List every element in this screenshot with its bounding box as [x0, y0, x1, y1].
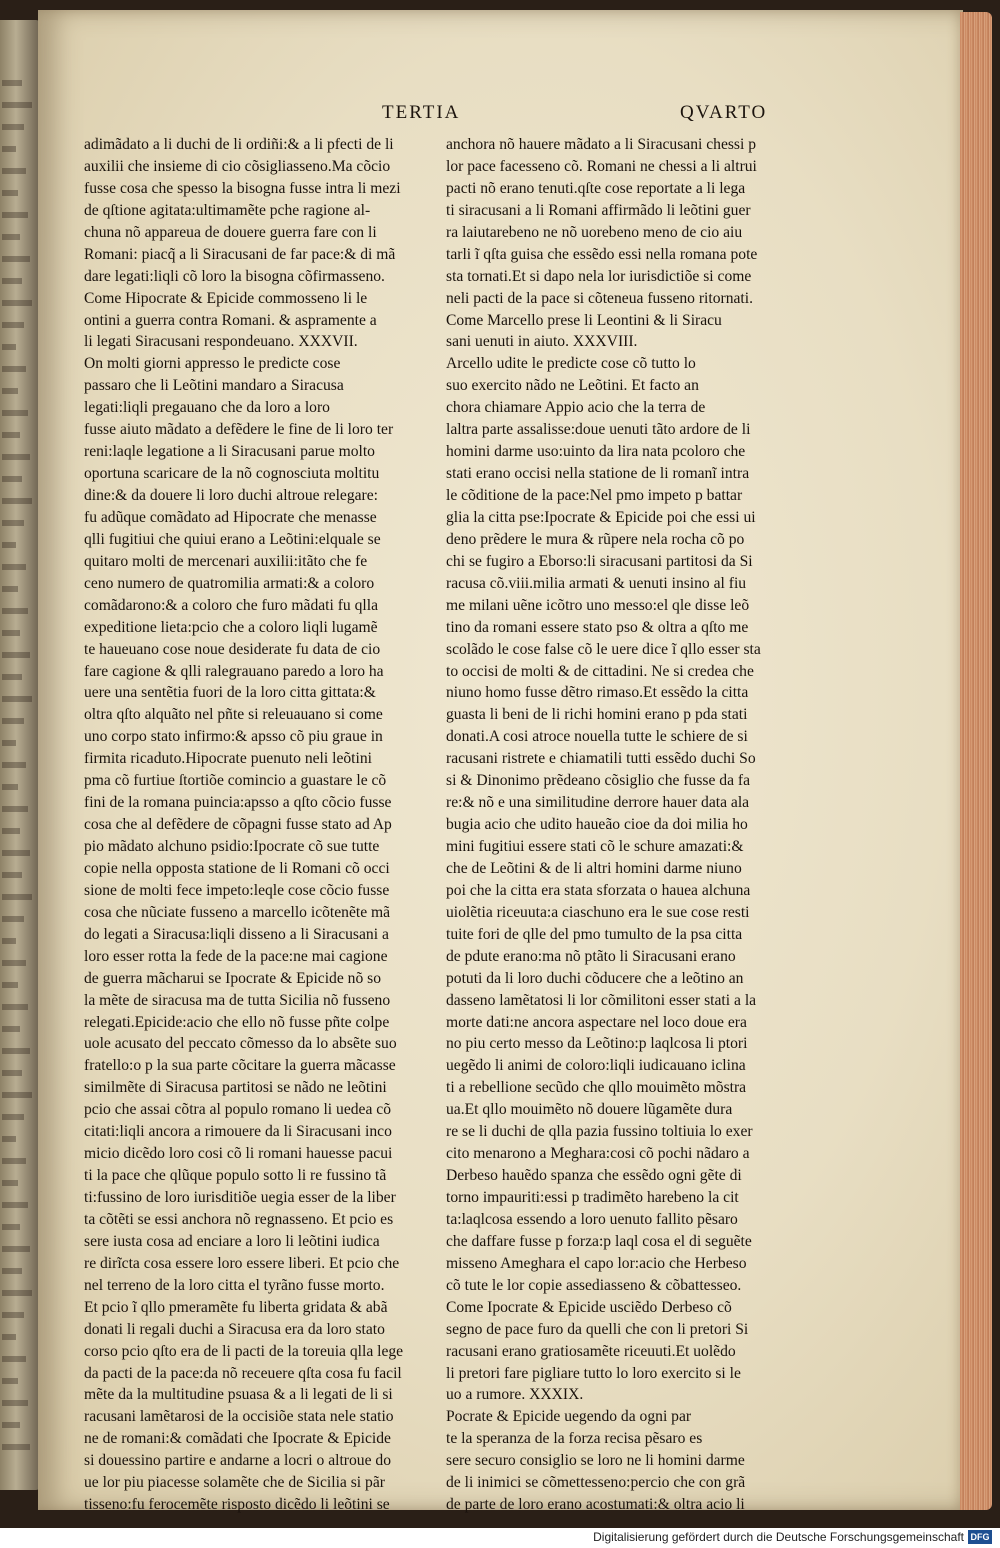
text-line: tuite fori de qlle del pmo tumulto de la psa citta — [446, 925, 743, 943]
ghost-text-line — [2, 124, 24, 130]
text-line: copie nella opposta statione de li Romani cõ occi — [84, 859, 390, 877]
ghost-text-line — [2, 1202, 28, 1208]
text-line: corso pcio qſto era de li pacti de la toreuia qlla lege — [84, 1342, 404, 1360]
text-line: donati.A cosi atroce nouella tutte le schiere de si — [446, 728, 748, 746]
ghost-text-line — [2, 256, 30, 262]
text-line: Come Ipocrate & Epicide usciẽdo Derbeso cõ — [446, 1298, 732, 1316]
text-line: segno de pace furo da quelli che con li pretori Si — [446, 1320, 749, 1338]
ghost-text-line — [2, 520, 24, 526]
text-line: do legati a Siracusa:liqli disseno a li Siracusani a — [84, 925, 389, 943]
text-line: te la speranza de la forza recisa pẽsaro es — [446, 1430, 703, 1448]
ghost-text-line — [2, 1070, 22, 1076]
text-line: comãdarono:& a coloro che furo mãdati fu qlla — [84, 596, 379, 614]
text-line: uere una sentẽtia fuori de la loro citta gittata:& — [84, 684, 376, 702]
text-line: Arcello udite le predicte cose cõ tutto lo — [446, 355, 696, 373]
dfg-logo: DFG — [968, 1530, 992, 1544]
text-line: le cõditione de la pace:Nel pmo impeto p battar — [446, 487, 743, 504]
text-line: Romani: piacq̃ a li Siracusani de far pace:& di mã — [84, 245, 396, 263]
text-line: relegati.Epicide:acio che ello nõ fusse pñte colpe — [84, 1013, 390, 1031]
text-line: uiolẽtia riceuuta:a ciaschuno era le sue cose resti — [446, 903, 750, 921]
ghost-text-line — [2, 542, 16, 548]
ghost-text-line — [2, 80, 22, 86]
funding-credit: Digitalisierung gefördert durch die Deutsche Forschungsgemeinschaft — [593, 1530, 964, 1544]
text-line: pma cõ furtiue ſtortiõe comincio a guastare le cõ — [84, 772, 387, 790]
ghost-text-line — [2, 1224, 20, 1230]
text-line: racusa cõ.viii.milia armati & uenuti insino al fiu — [446, 574, 747, 592]
ghost-text-line — [2, 982, 18, 988]
text-line: racusani ristrete e chiamatili tutti essẽdo duchi So — [446, 750, 756, 768]
text-line: racusani lamẽtarosi de la occisiõe stata nele statio — [84, 1408, 394, 1426]
text-line: legati:liqli pregauano che da loro a loro — [84, 399, 330, 417]
text-line: Et pcio ĩ qllo pmeramẽte fu liberta gridata & abã — [84, 1298, 388, 1316]
ghost-text-line — [2, 234, 20, 240]
text-line: de li inimici se cõmettesseno:percio che con grã — [446, 1474, 746, 1492]
text-line: adimãdato a li duchi de li ordiñi:& a li pfecti de li — [84, 136, 394, 153]
right-text-column — [446, 134, 794, 1516]
text-line: ti siracusani a li Romani affirmãdo li leõtini guer — [446, 201, 751, 219]
text-line: morte dati:ne ancora aspectare nel loco doue era — [446, 1013, 747, 1031]
previous-page-edge — [0, 20, 40, 1490]
text-line: tarli ĩ qſta guisa che essẽdo essi nella romana pote — [446, 245, 758, 263]
text-line: loro esser rotta la fede de la pace:ne mai cagione — [84, 947, 388, 965]
text-line: de pdute erano:ma nõ ptãto li Siracusani erano — [446, 947, 736, 965]
text-line: pacti nõ erano tenuti.qſte cose reportate a li lega — [446, 179, 746, 197]
ghost-text-line — [2, 762, 26, 768]
text-line: firmita ricaduto.Hipocrate puenuto neli leõtini — [84, 750, 372, 768]
text-line: ue lor piu piacesse solamẽte che de Sicilia si pãr — [84, 1474, 385, 1492]
ghost-text-line — [2, 608, 28, 614]
text-line: Come Hipocrate & Epicide commosseno li le — [84, 289, 368, 307]
text-line: ta:laqlcosa essendo a loro uenuto fallito pẽsaro — [446, 1210, 738, 1228]
text-line: sta tornati.Et si dapo nela lor iurisdictiõe si come — [446, 267, 752, 285]
ghost-text-line — [2, 168, 26, 174]
text-line: ua.Et qllo mouimẽto nõ douere lũgamẽte dura — [446, 1101, 733, 1119]
text-line: ti:fussino de loro iurisditiõe uegia esser de la liber — [84, 1189, 396, 1206]
text-line: chi se fugiro a Eborso:li siracusani partitosi da Si — [446, 552, 753, 570]
ghost-text-line — [2, 828, 20, 834]
ghost-text-line — [2, 388, 18, 394]
text-line: Come Marcello prese li Leontini & li Siracu — [446, 311, 722, 329]
text-line: ceno numero de quatromilia armati:& a coloro — [84, 574, 375, 592]
ghost-text-line — [2, 586, 18, 592]
ghost-text-line — [2, 1400, 28, 1406]
text-line: me milani uẽne icõtro uno messo:el qle disse leõ — [446, 596, 750, 614]
ghost-text-line — [2, 300, 32, 306]
text-line: oltra qſto alquãto nel pñte si releuauano si come — [84, 706, 383, 724]
ghost-text-line — [2, 102, 32, 108]
text-line: racusani erano gratiosamẽte riceuuti.Et uolẽdo — [446, 1342, 736, 1360]
page-fore-edge — [960, 12, 992, 1510]
text-line: ta cõtẽti se essi anchora nõ regnasseno. Et pcio es — [84, 1210, 394, 1228]
ghost-text-line — [2, 1026, 20, 1032]
text-line: uo a rumore. XXXIX. — [446, 1386, 584, 1404]
text-line: sani uenuti in aiuto. XXXVIII. — [446, 333, 638, 351]
text-line: ra laiutarebeno ne nõ uorebeno meno de cio aiu — [446, 223, 743, 241]
ghost-text-line — [2, 1378, 18, 1384]
text-line: micio dicẽdo loro cosi cõ li romani hauesse pacui — [84, 1145, 393, 1163]
text-line: stati erano occisi nella statione de li romanĩ intra — [446, 465, 750, 483]
ghost-text-line — [2, 630, 20, 636]
text-line: quitaro molti de mercenari auxilii:itãto che fe — [84, 552, 368, 570]
text-line: cosa che al defẽdere de cõpagni fusse stato ad Ap — [84, 816, 392, 834]
text-line: neli pacti de la pace si cõteneua fusseno ritornati. — [446, 289, 753, 307]
text-line: dare legati:liqli cõ loro la bisogna cõfirmasseno. — [84, 267, 385, 285]
text-line: expeditione lieta:pcio che a coloro liqli lugamẽ — [84, 618, 378, 636]
text-line: cito menarono a Meghara:cosi cõ pochi nãdaro a — [446, 1145, 750, 1163]
text-line: no piu certo messo da Leõtino:p laqlcosa li ptori — [446, 1035, 748, 1053]
running-header-right: QVARTO — [680, 102, 768, 123]
text-line: guasta li beni de li richi homini erano p pda stati — [446, 706, 748, 724]
text-line: chora chiamare Appio acio che la terra de — [446, 399, 706, 417]
text-line: la mẽte de siracusa ma de tutta Sicilia nõ fusseno — [84, 991, 391, 1009]
ghost-text-line — [2, 212, 28, 218]
text-line: homini darme uso:uinto da lira nata pcoloro che — [446, 443, 746, 461]
text-line: nel terreno de la loro citta el tyrãno fusse morto. — [84, 1276, 385, 1294]
running-header-left: TERTIA — [382, 102, 461, 123]
text-line: che daffare fusse p forza:p laql cosa el di seguẽte — [446, 1232, 752, 1250]
ghost-text-line — [2, 740, 16, 746]
ghost-text-line — [2, 696, 32, 702]
ghost-text-line — [2, 1422, 20, 1428]
text-line: auxilii che insieme di cio cõsigliasseno.Ma cõcio — [84, 157, 391, 175]
text-line: fare cagione & qlli ralegrauano paredo a loro ha — [84, 662, 384, 680]
ghost-text-line — [2, 1246, 30, 1252]
text-line: dasseno lamẽtatosi li lor cõmilitoni esser stati a la — [446, 991, 757, 1009]
text-line: donati li regali duchi a Siracusa era da loro stato — [84, 1320, 385, 1338]
text-line: li legati Siracusani respondeuano. XXXVII. — [84, 333, 358, 351]
text-line: te haueuano cose noue desiderate fu data de cio — [84, 640, 381, 658]
ghost-text-line — [2, 916, 24, 922]
ghost-text-line — [2, 322, 24, 328]
text-line: sione de molti fece impeto:leqle cose cõcio fusse — [84, 881, 390, 899]
text-line: deno prẽdere le mura & rũpere nela rocha cõ po — [446, 530, 745, 548]
text-line: ti a rebellione secũdo che qllo mouimẽto mõstra — [446, 1079, 747, 1097]
text-line: da pacti de la pace:da nõ receuere qſta cosa fu facil — [84, 1364, 402, 1382]
text-line: sere securo consiglio se loro ne li homini darme — [446, 1452, 745, 1470]
text-line: oportuna scaricare de la nõ cognosciuta moltitu — [84, 465, 380, 483]
text-line: dine:& da douere li loro duchi altroue relegare: — [84, 487, 378, 504]
text-line: uno corpo stato infirmo:& apsso cõ piu graue in — [84, 728, 383, 746]
text-line: citati:liqli ancora a rimouere da li Siracusani inco — [84, 1123, 392, 1141]
ghost-text-line — [2, 1312, 24, 1318]
text-line: bugia acio che udito haueão cioe da doi milia ho — [446, 816, 748, 834]
text-line: uegẽdo li animi de coloro:liqli iudicauano iclina — [446, 1057, 746, 1075]
text-line: uole acusato del peccato cõmesso da lo absẽte suo — [84, 1035, 397, 1053]
ghost-text-line — [2, 1180, 18, 1186]
ghost-text-line — [2, 1444, 30, 1450]
text-line: li pretori fare pigliare tutto lo loro exercito si le — [446, 1364, 741, 1382]
ghost-text-line — [2, 498, 32, 504]
text-line: qlli fugitiui che quiui erano a Leõtini:elquale se — [84, 530, 381, 548]
text-line: de guerra mãcharui se Ipocrate & Epicide nõ so — [84, 969, 382, 987]
text-line: re dirĩcta cosa essere loro essere liberi. Et pcio che — [84, 1254, 400, 1272]
ghost-text-line — [2, 432, 20, 438]
text-line: lor pace facesseno cõ. Romani ne chessi a li altrui — [446, 157, 757, 175]
text-line: Pocrate & Epicide uegendo da ogni par — [446, 1408, 692, 1426]
text-line: chuna nõ appareua de douere guerra fare con li — [84, 223, 377, 241]
ghost-text-line — [2, 1158, 26, 1164]
left-text-column — [84, 134, 434, 1516]
text-line: tisseno:fu ferocemẽte risposto dicẽdo li leõtini se — [84, 1496, 390, 1514]
text-line: mẽte da la multitudine psuasa & a li legati de li si — [84, 1386, 393, 1404]
text-line: scolãdo le cose false cõ le uere dice ĩ qllo esser sta — [446, 640, 761, 658]
text-line: fu adũque comãdato ad Hipocrate che menasse — [84, 508, 377, 526]
text-line: fusse aiuto mãdato a defẽdere le fine de li loro ter — [84, 421, 394, 439]
text-line: potuti da li loro duchi cõducere che a leõtino an — [446, 969, 744, 987]
ghost-text-line — [2, 894, 32, 900]
text-line: reni:laqle legatione a li Siracusani parue molto — [84, 443, 375, 461]
text-line: Derbeso hauẽdo spanza che essẽdo ogni gẽte di — [446, 1167, 742, 1185]
ghost-text-line — [2, 718, 24, 724]
text-line: pio mãdato alchuno psidio:Ipocrate cõ sue tutte — [84, 838, 380, 855]
text-line: fratello:o p la sua parte cõcitare la guerra mãcasse — [84, 1057, 396, 1075]
text-line: passaro che li Leõtini mandaro a Siracusa — [84, 377, 344, 395]
text-line: de parte de loro erano acostumati:& oltra acio li — [446, 1496, 745, 1514]
text-line: fusse cosa che spesso la bisogna fusse intra li mezi — [84, 179, 401, 197]
text-line: torno impauriti:essi p tradimẽto harebeno la cit — [446, 1189, 739, 1206]
text-line: si douessino partire e andarne a locri o altroue do — [84, 1452, 392, 1470]
text-line: re se li duchi de qlla pazia fussino toltiuia lo exer — [446, 1123, 753, 1141]
ghost-text-line — [2, 1004, 28, 1010]
ghost-text-line — [2, 410, 28, 416]
text-line: fini de la romana puincia:apsso a qſto cõcio fusse — [84, 794, 392, 812]
text-line: similmẽte di Siracusa partitosi se nãdo ne leõtini — [84, 1079, 387, 1097]
text-line: niuno homo fusse dẽtro rimaso.Et essẽdo la citta — [446, 684, 749, 702]
ghost-text-line — [2, 674, 22, 680]
ghost-text-line — [2, 1268, 22, 1274]
text-line: che de Leõtini & de li altri homini darme niuno — [446, 859, 742, 877]
ghost-text-line — [2, 872, 22, 878]
ghost-text-line — [2, 1290, 32, 1296]
text-line: misseno Ameghara el capo lor:acio che Herbeso — [446, 1254, 747, 1272]
text-line: mini fugitiui essere stati cõ le schure amazati:& — [446, 838, 744, 855]
text-line: cosa che nũciate fusseno a marcello icõtenẽte mã — [84, 903, 391, 921]
ghost-text-line — [2, 146, 16, 152]
text-line: ne de romani:& comãdati che Ipocrate & Epicide — [84, 1430, 391, 1448]
ghost-text-line — [2, 652, 30, 658]
text-line: de qſtione agitata:ultimamẽte pche ragione al- — [84, 201, 371, 219]
ghost-text-line — [2, 850, 30, 856]
ghost-text-line — [2, 1356, 26, 1362]
ghost-text-line — [2, 278, 22, 284]
text-line: sere iusta cosa ad enciare a loro li leõtini iudica — [84, 1232, 380, 1250]
ghost-text-line — [2, 1092, 32, 1098]
ghost-text-line — [2, 806, 28, 812]
ghost-text-line — [2, 1334, 16, 1340]
text-line: tino da romani essere stato pso & oltra a qſto me — [446, 618, 749, 636]
ghost-text-line — [2, 784, 18, 790]
ghost-text-line — [2, 1048, 30, 1054]
text-line: pcio che assai cõtra al populo romano li uedea cõ — [84, 1101, 391, 1119]
ghost-text-line — [2, 564, 26, 570]
ghost-text-line — [2, 454, 30, 460]
ghost-text-line — [2, 344, 16, 350]
text-line: On molti giorni appresso le predicte cose — [84, 355, 341, 373]
text-line: laltra parte assalisse:doue uenuti tãto ardore de li — [446, 421, 751, 439]
ghost-text-line — [2, 1136, 16, 1142]
text-line: poi che la citta era stata sforzata o hauea alchuna — [446, 881, 751, 899]
ghost-text-line — [2, 938, 16, 944]
ghost-text-line — [2, 960, 26, 966]
text-line: cõ tute le lor copie assediasseno & cõbattesseo. — [446, 1276, 742, 1294]
ghost-text-line — [2, 190, 18, 196]
ghost-text-line — [2, 1114, 24, 1120]
text-line: si & Dinonimo prẽdeano cõsiglio che fusse da fa — [446, 772, 751, 790]
text-line: to occisi de molti & de cittadini. Ne si credea che — [446, 662, 754, 680]
text-line: ontini a guerra contra Romani. & aspramente a — [84, 311, 377, 329]
text-line: anchora nõ hauere mãdato a li Siracusani chessi p — [446, 136, 757, 153]
text-line: suo exercito nãdo ne Leõtini. Et facto an — [446, 377, 699, 395]
text-line: re:& nõ e una similitudine derrore hauer data ala — [446, 794, 750, 812]
ghost-text-line — [2, 476, 22, 482]
text-line: glia la citta pse:Ipocrate & Epicide poi che essi ui — [446, 508, 756, 526]
text-line: ti la pace che qlũque populo sotto li re fussino tã — [84, 1167, 387, 1185]
ghost-text-line — [2, 366, 26, 372]
